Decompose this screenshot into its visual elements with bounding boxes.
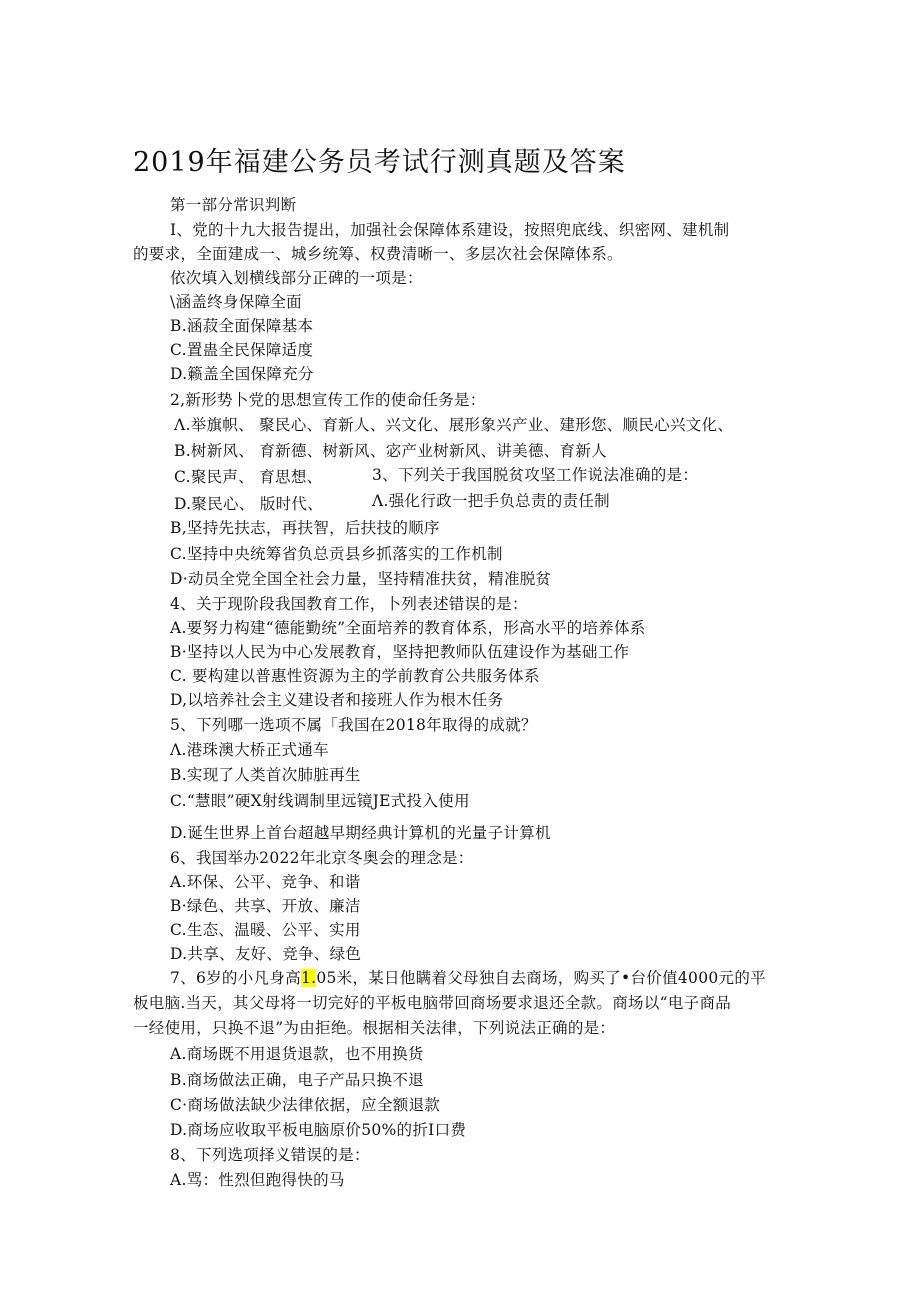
question-6-option-a: A.环保、公平、竞争、和谐 xyxy=(170,873,361,891)
question-5-option-b: B.实现了人类首次肺脏再生 xyxy=(170,766,361,784)
question-5-stem: 5、下列哪一选项不属「我国在2018年取得的成就？ xyxy=(170,716,537,734)
question-3-option-d: D·动员全党全国全社会力量，坚持精准扶贫，精准脱贫 xyxy=(170,570,552,588)
question-1-line-2: 的要求，全面建成一、城乡统筹、权费清晰一、多层次社会保障体系。 xyxy=(133,245,623,263)
question-3-option-c: C.坚持中央统筹省负总贡县乡抓落实的工作机制 xyxy=(170,545,503,563)
question-5-option-d: D.诞生世界上首台超越早期经典计算机的光量子计算机 xyxy=(170,824,551,842)
question-2-stem: 2,新形势卜党的思想宣传工作的使命任务是： xyxy=(170,391,486,409)
question-6-option-b: B·绿色、共享、开放、廉洁 xyxy=(170,897,361,915)
question-3-option-b: B,坚持先扶志，再扶智，后扶技的顺序 xyxy=(170,519,440,537)
question-1-option-c: C.置蛊全民保障适度 xyxy=(170,341,314,359)
question-1-line-1: I、党的十九大报告提出，加强社会保障体系建设，按照兜底线、织密网、建机制 xyxy=(170,221,730,239)
question-4-stem: 4、关于现阶段我国教育工作，卜列表述错误的是： xyxy=(170,595,528,613)
question-4-option-d: D,以培养社会主义建设者和接班人作为根木任务 xyxy=(170,691,504,709)
question-7-option-d: D.商场应收取平板电脑原价50%的折I口费 xyxy=(170,1121,467,1139)
question-1-option-d: D.籁盖全国保障充分 xyxy=(170,365,314,383)
question-7-text-start: 7、6岁的小凡身高 xyxy=(170,969,301,987)
question-1-prompt: 依次填入划横线部分正碑的一项是： xyxy=(170,269,423,287)
question-3-stem: 3、下列关于我国脱贫攻坚工作说法准确的是： xyxy=(372,466,699,484)
question-7-text-end: 05米，某日他瞒着父母独自去商场，购买了•台价值4000元的平 xyxy=(316,969,766,987)
section-heading: 第一部分常识判断 xyxy=(170,196,297,214)
question-8-stem: 8、下列选项择义错误的是： xyxy=(170,1146,370,1164)
question-4-option-a: A.要努力构建“德能勤统”全面培养的教育体系，形高水平的培养体系 xyxy=(170,619,646,637)
question-8-option-a: A.骂：性烈但跑得快的马 xyxy=(170,1171,345,1189)
question-5-option-a: Λ.港珠澳大桥正式通车 xyxy=(170,741,329,759)
question-4-option-c: C. 要构建以普惠性资源为主的学前教育公共服务体系 xyxy=(170,667,540,685)
question-7-option-b: B.商场做法正确，电子产品只换不退 xyxy=(170,1071,424,1089)
question-2-option-b: B.树新风、 育新德、树新风、宓产业树新风、讲美德、育新人 xyxy=(174,442,607,460)
question-4-option-b: B·坚持以人民为中心发展教育，坚持把教师队伍建设作为基础工作 xyxy=(170,643,630,661)
question-7-line-2: 板电脑.当天，其父母将一切完好的平板电脑带回商场要求退还全款。商场以“电子商品 xyxy=(133,994,732,1012)
question-2-option-c: C.聚民声、 育思想、 xyxy=(174,468,323,486)
question-6-option-d: D.共享、友好、竞争、绿色 xyxy=(170,945,362,963)
question-1-option-a: \涵盖终身保障全面 xyxy=(170,293,302,311)
question-2-option-a: Λ.举旗帜、 聚民心、育新人、兴文化、展形象兴产业、建形您、顺民心兴文化、 xyxy=(174,416,734,434)
question-1-option-b: B.涵菽全面保障基本 xyxy=(170,317,314,335)
question-3-option-a: Λ.强化行政一把手负总责的责任制 xyxy=(372,492,610,510)
question-7-line-3: 一经使用，只换不退”为由拒绝。根据相关法律，下列说法正确的是： xyxy=(133,1019,616,1037)
question-7-option-c: C·商场做法缺少法律依据，应全额退款 xyxy=(170,1096,441,1114)
question-2-option-d: D.聚民心、 版时代、 xyxy=(174,495,324,513)
highlighted-text: 1. xyxy=(300,969,317,987)
question-7-line-1 xyxy=(170,968,766,988)
question-6-option-c: C.生态、温暖、公平、实用 xyxy=(170,921,361,939)
question-7-option-a: A.商场既不用退货退款，也不用换货 xyxy=(170,1045,424,1063)
question-5-option-c: C.“慧眼”硬X射线调制里远镜JE式投入使用 xyxy=(170,792,470,810)
question-6-stem: 6、我国举办2022年北京冬奥会的理念是： xyxy=(170,849,474,867)
document-title: 2019年福建公务员考试行测真题及答案 xyxy=(133,147,626,178)
